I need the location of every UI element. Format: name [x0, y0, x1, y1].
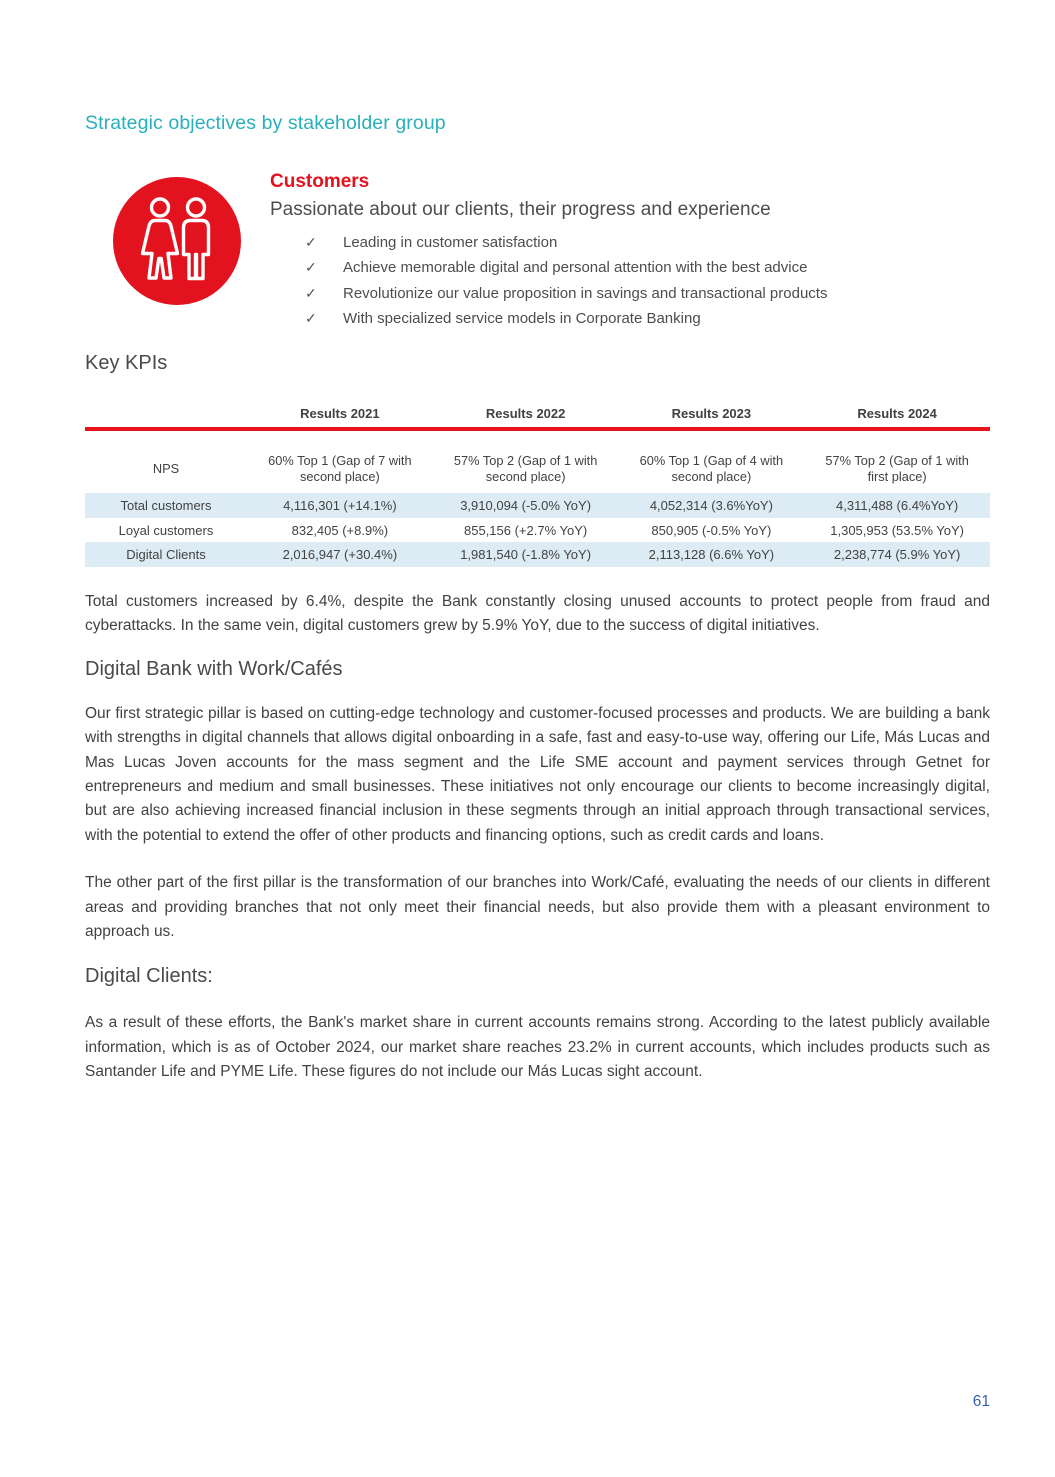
table-cell: 2,113,128 (6.6% YoY) — [648, 547, 775, 563]
paragraph-market-share: As a result of these efforts, the Bank's market share in current accounts remains strong. According to the latest publicly available information, which is as of October 2024, our market share reaches 23.2% in current accounts, which includes products such as Santander Life and PYME Life. These figures do not include our Más Lucas sight account. — [85, 1014, 990, 1081]
page-number: 61 — [972, 1393, 990, 1410]
bullet-text: Revolutionize our value proposition in savings and transactional products — [343, 284, 828, 302]
check-icon — [305, 306, 319, 330]
key-kpis-heading: Key KPIs — [85, 352, 168, 375]
bullet-text: Achieve memorable digital and personal attention with the best advice — [343, 259, 808, 277]
table-cell: 60% Top 1 (Gap of 7 with second place) — [268, 453, 412, 484]
table-cell: 57% Top 2 (Gap of 1 with second place) — [453, 453, 598, 484]
table-cell: 4,116,301 (+14.1%) — [283, 497, 397, 513]
paragraph-first-pillar: Our first strategic pillar is based on cutting-edge technology and customer-focused processes and products. We are building a bank with strengths in digital channels that allows digital onboarding in a safe, fast and easy-to-use way, offering our Life, Más Lucas and Mas Lucas Joven accounts for the mass segment and the Life SME account and payment services through Getnet for entrepreneurs and medium and small businesses. These initiatives not only encourage our clients to become increasingly digital, but are also achieving increased financial inclusion in these segments through an initial approach through transactional services, with the potential to extend the offer of other products and financing options, such as credit cards and loans. — [85, 704, 990, 844]
people-man-woman-icon — [112, 176, 242, 306]
bullet-text: Leading in customer satisfaction — [343, 234, 558, 251]
check-icon — [305, 281, 319, 305]
table-row-total-customers — [85, 493, 990, 518]
table-cell: 855,156 (+2.7% YoY) — [464, 522, 588, 538]
page-title: Strategic objectives by stakeholder group — [85, 112, 446, 134]
table-cell: 4,052,314 (3.6%YoY) — [649, 497, 773, 513]
bullet-item — [270, 281, 990, 306]
row-label: Digital Clients — [126, 547, 206, 563]
table-cell: 832,405 (+8.9%) — [291, 522, 389, 538]
table-cell: 60% Top 1 (Gap of 4 with second place) — [639, 453, 784, 484]
check-icon — [305, 230, 319, 254]
bullet-item — [270, 230, 990, 255]
customers-text — [270, 171, 990, 331]
kpi-table — [85, 404, 990, 567]
table-header-results-2024: Results 2024 — [857, 406, 937, 422]
row-label: Loyal customers — [118, 522, 214, 538]
customers-bullet-list — [270, 230, 990, 331]
customers-heading: Customers — [270, 171, 370, 192]
check-icon — [305, 255, 319, 279]
table-row-digital-clients — [85, 542, 990, 567]
table-cell: 2,016,947 (+30.4%) — [282, 547, 398, 563]
paragraph-workcafe: The other part of the first pillar is the transformation of our branches into Work/Café, evaluating the needs of our clients in different areas and providing branches that not only meet their financial needs, but also provide them with a pleasant environment to approach us. — [85, 874, 990, 941]
table-cell: 1,981,540 (-1.8% YoY) — [460, 547, 592, 563]
digital-bank-heading: Digital Bank with Work/Cafés — [85, 657, 343, 680]
table-cell: 3,910,094 (-5.0% YoY) — [460, 497, 592, 513]
table-cell: 4,311,488 (6.4%YoY) — [836, 497, 959, 513]
paragraph-total-customers: Total customers increased by 6.4%, despite the Bank constantly closing unused accounts to protect people from fraud and cyberattacks. In the same vein, digital customers grew by 5.9% YoY, due to the success of digital initiatives. — [85, 592, 990, 635]
table-header-results-2022: Results 2022 — [485, 406, 566, 422]
table-row-loyal-customers — [85, 518, 990, 543]
table-header-row — [85, 404, 990, 431]
table-cell: 1,305,953 (53.5% YoY) — [830, 522, 964, 538]
customers-section — [85, 171, 990, 331]
document-page — [0, 112, 1055, 1085]
row-label: NPS — [152, 460, 180, 476]
table-cell: 850,905 (-0.5% YoY) — [651, 522, 772, 538]
digital-clients-heading: Digital Clients: — [85, 965, 213, 988]
table-header-results-2021: Results 2021 — [300, 406, 380, 422]
table-cell: 57% Top 2 (Gap of 1 with first place) — [825, 453, 969, 484]
bullet-item — [270, 255, 990, 280]
bullet-text: With specialized service models in Corporate Banking — [343, 309, 701, 327]
table-header-results-2023: Results 2023 — [671, 406, 752, 422]
bullet-item — [270, 306, 990, 331]
table-row-nps — [85, 431, 990, 493]
row-label: Total customers — [120, 497, 212, 513]
customers-subtitle: Passionate about our clients, their progress and experience — [270, 199, 771, 220]
table-cell: 2,238,774 (5.9% YoY) — [833, 547, 961, 563]
